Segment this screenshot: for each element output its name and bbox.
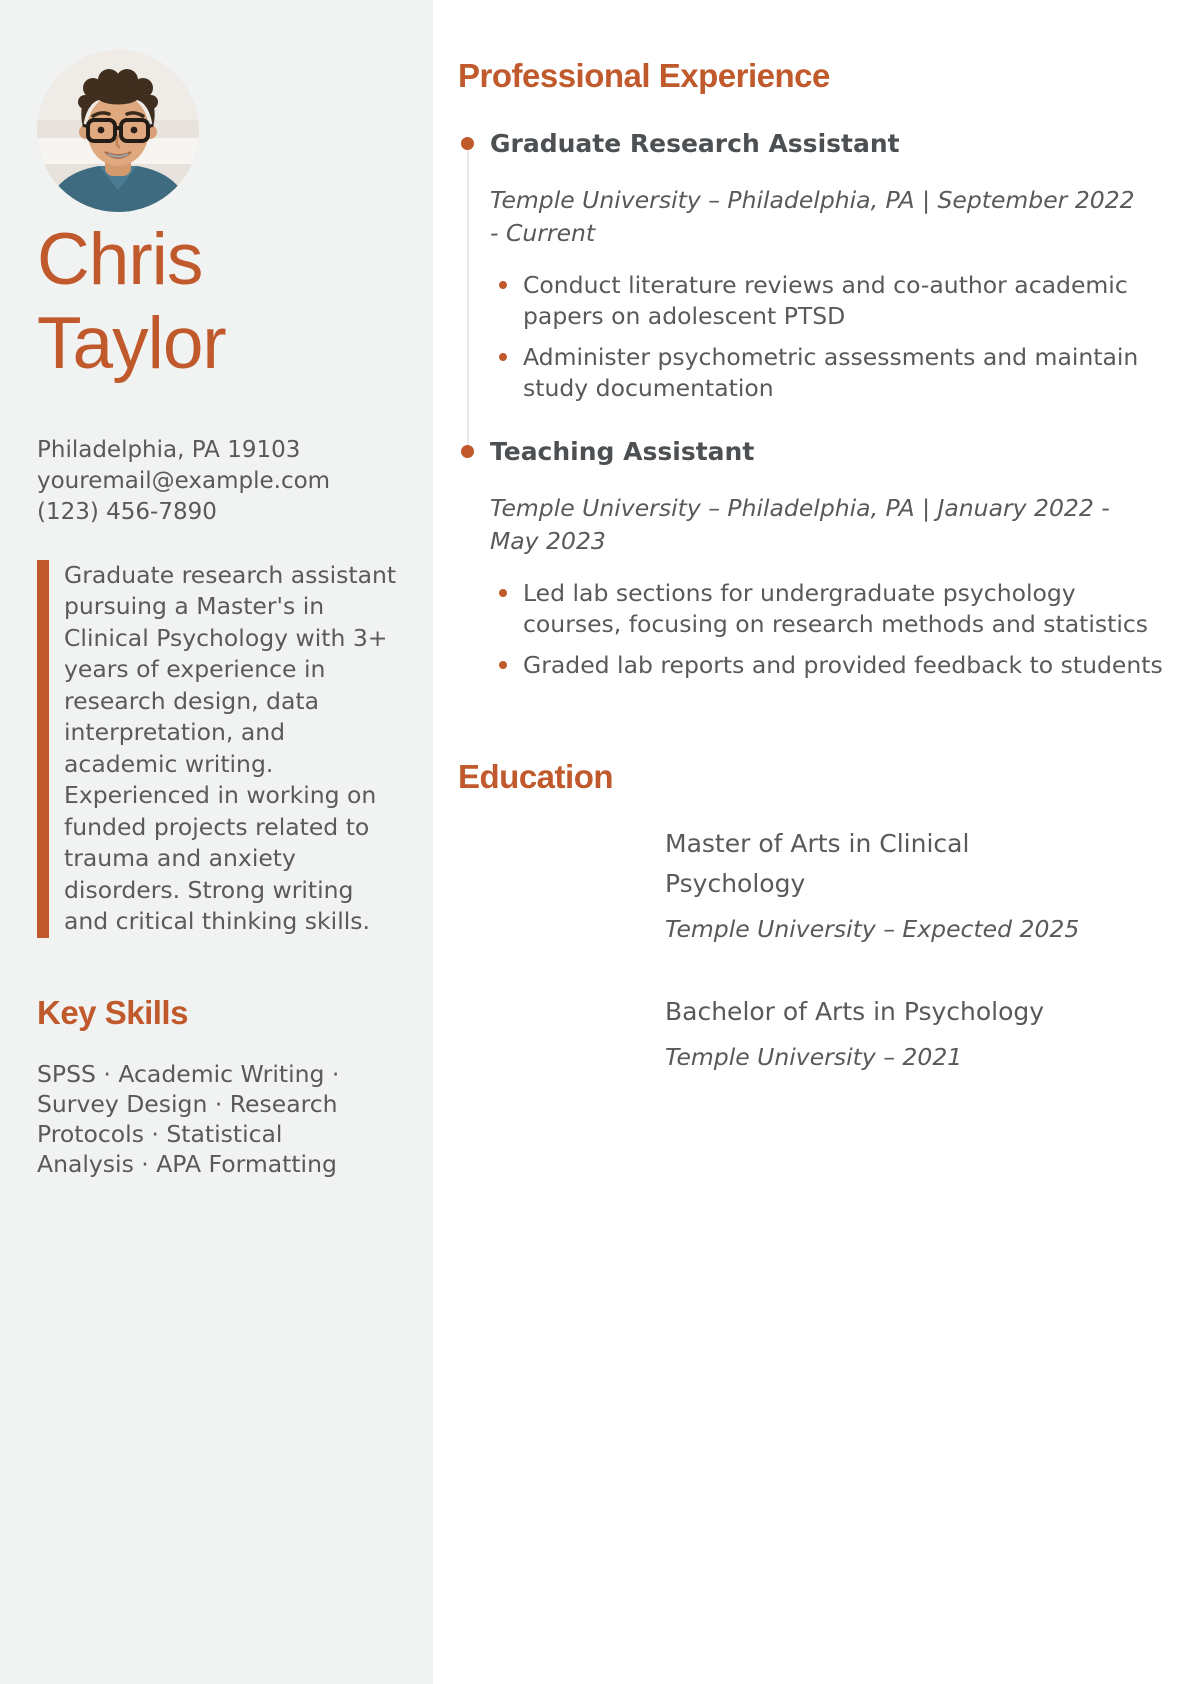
job-bullet — [490, 270, 1171, 332]
bullet-dot-icon — [499, 353, 507, 361]
bullet-dot-icon — [499, 589, 507, 597]
job-bullet-text: Conduct literature reviews and co-author academic papers on adolescent PTSD — [523, 271, 1128, 331]
contact-info — [37, 435, 407, 528]
skills-heading: Key Skills — [37, 993, 188, 1031]
contact-email: youremail@example.com — [37, 467, 331, 494]
summary-text: Graduate research assistant pursuing a Master's in Clinical Psychology with 3+ years of experience in research design, data interpretation, and academic writing. Experienced in working on funded projects related to trauma and anxiety disorders. Strong writing and critical thinking skills. — [64, 560, 397, 936]
degree-meta: Temple University – Expected 2025 — [665, 915, 1080, 944]
job-bullet-text: Led lab sections for undergraduate psychology courses, focusing on research methods and statistics — [523, 579, 1149, 639]
job-meta: Temple University – Philadelphia, PA | January 2022 - May 2023 — [490, 494, 1110, 556]
profile-photo — [37, 50, 199, 212]
education-heading: Education — [458, 758, 614, 796]
skills-text: SPSS · Academic Writing · Survey Design · Research Protocols · Statistical Analysis · APA Formatting — [37, 1060, 340, 1179]
name-first: Chris — [37, 219, 203, 300]
job-meta: Temple University – Philadelphia, PA | September 2022 - Current — [490, 186, 1135, 248]
job-bullet-list — [490, 270, 1190, 404]
job-bullet-list — [490, 578, 1190, 681]
timeline-dot-icon — [461, 137, 474, 150]
degree-title: Master of Arts in Clinical Psychology — [665, 829, 970, 899]
sidebar — [0, 0, 433, 1684]
job-entry — [458, 128, 1190, 404]
name-last: Taylor — [37, 303, 226, 384]
experience-timeline — [458, 128, 1190, 681]
job-title: Teaching Assistant — [490, 437, 755, 467]
education-list — [665, 824, 1190, 1072]
job-entry — [458, 436, 1190, 681]
job-bullet-text: Graded lab reports and provided feedback to students — [523, 651, 1163, 680]
timeline-dot-icon — [461, 445, 474, 458]
main-content — [433, 0, 1190, 1684]
education-entry — [665, 824, 1190, 944]
education-entry — [665, 992, 1190, 1072]
summary-accent-bar — [37, 560, 49, 938]
job-bullet — [490, 578, 1171, 640]
degree-title: Bachelor of Arts in Psychology — [665, 997, 1045, 1027]
degree-meta: Temple University – 2021 — [665, 1043, 963, 1072]
summary-block — [37, 560, 407, 938]
bullet-dot-icon — [499, 281, 507, 289]
job-bullet-text: Administer psychometric assessments and maintain study documentation — [523, 343, 1139, 403]
avatar-illustration — [37, 50, 199, 212]
contact-location: Philadelphia, PA 19103 — [37, 436, 301, 463]
job-bullet — [490, 342, 1171, 404]
job-bullet — [490, 650, 1171, 681]
experience-heading: Professional Experience — [458, 57, 830, 95]
person-name — [37, 218, 407, 386]
bullet-dot-icon — [499, 661, 507, 669]
contact-phone: (123) 456-7890 — [37, 498, 217, 525]
job-title: Graduate Research Assistant — [490, 129, 900, 159]
timeline-connector — [467, 146, 469, 448]
